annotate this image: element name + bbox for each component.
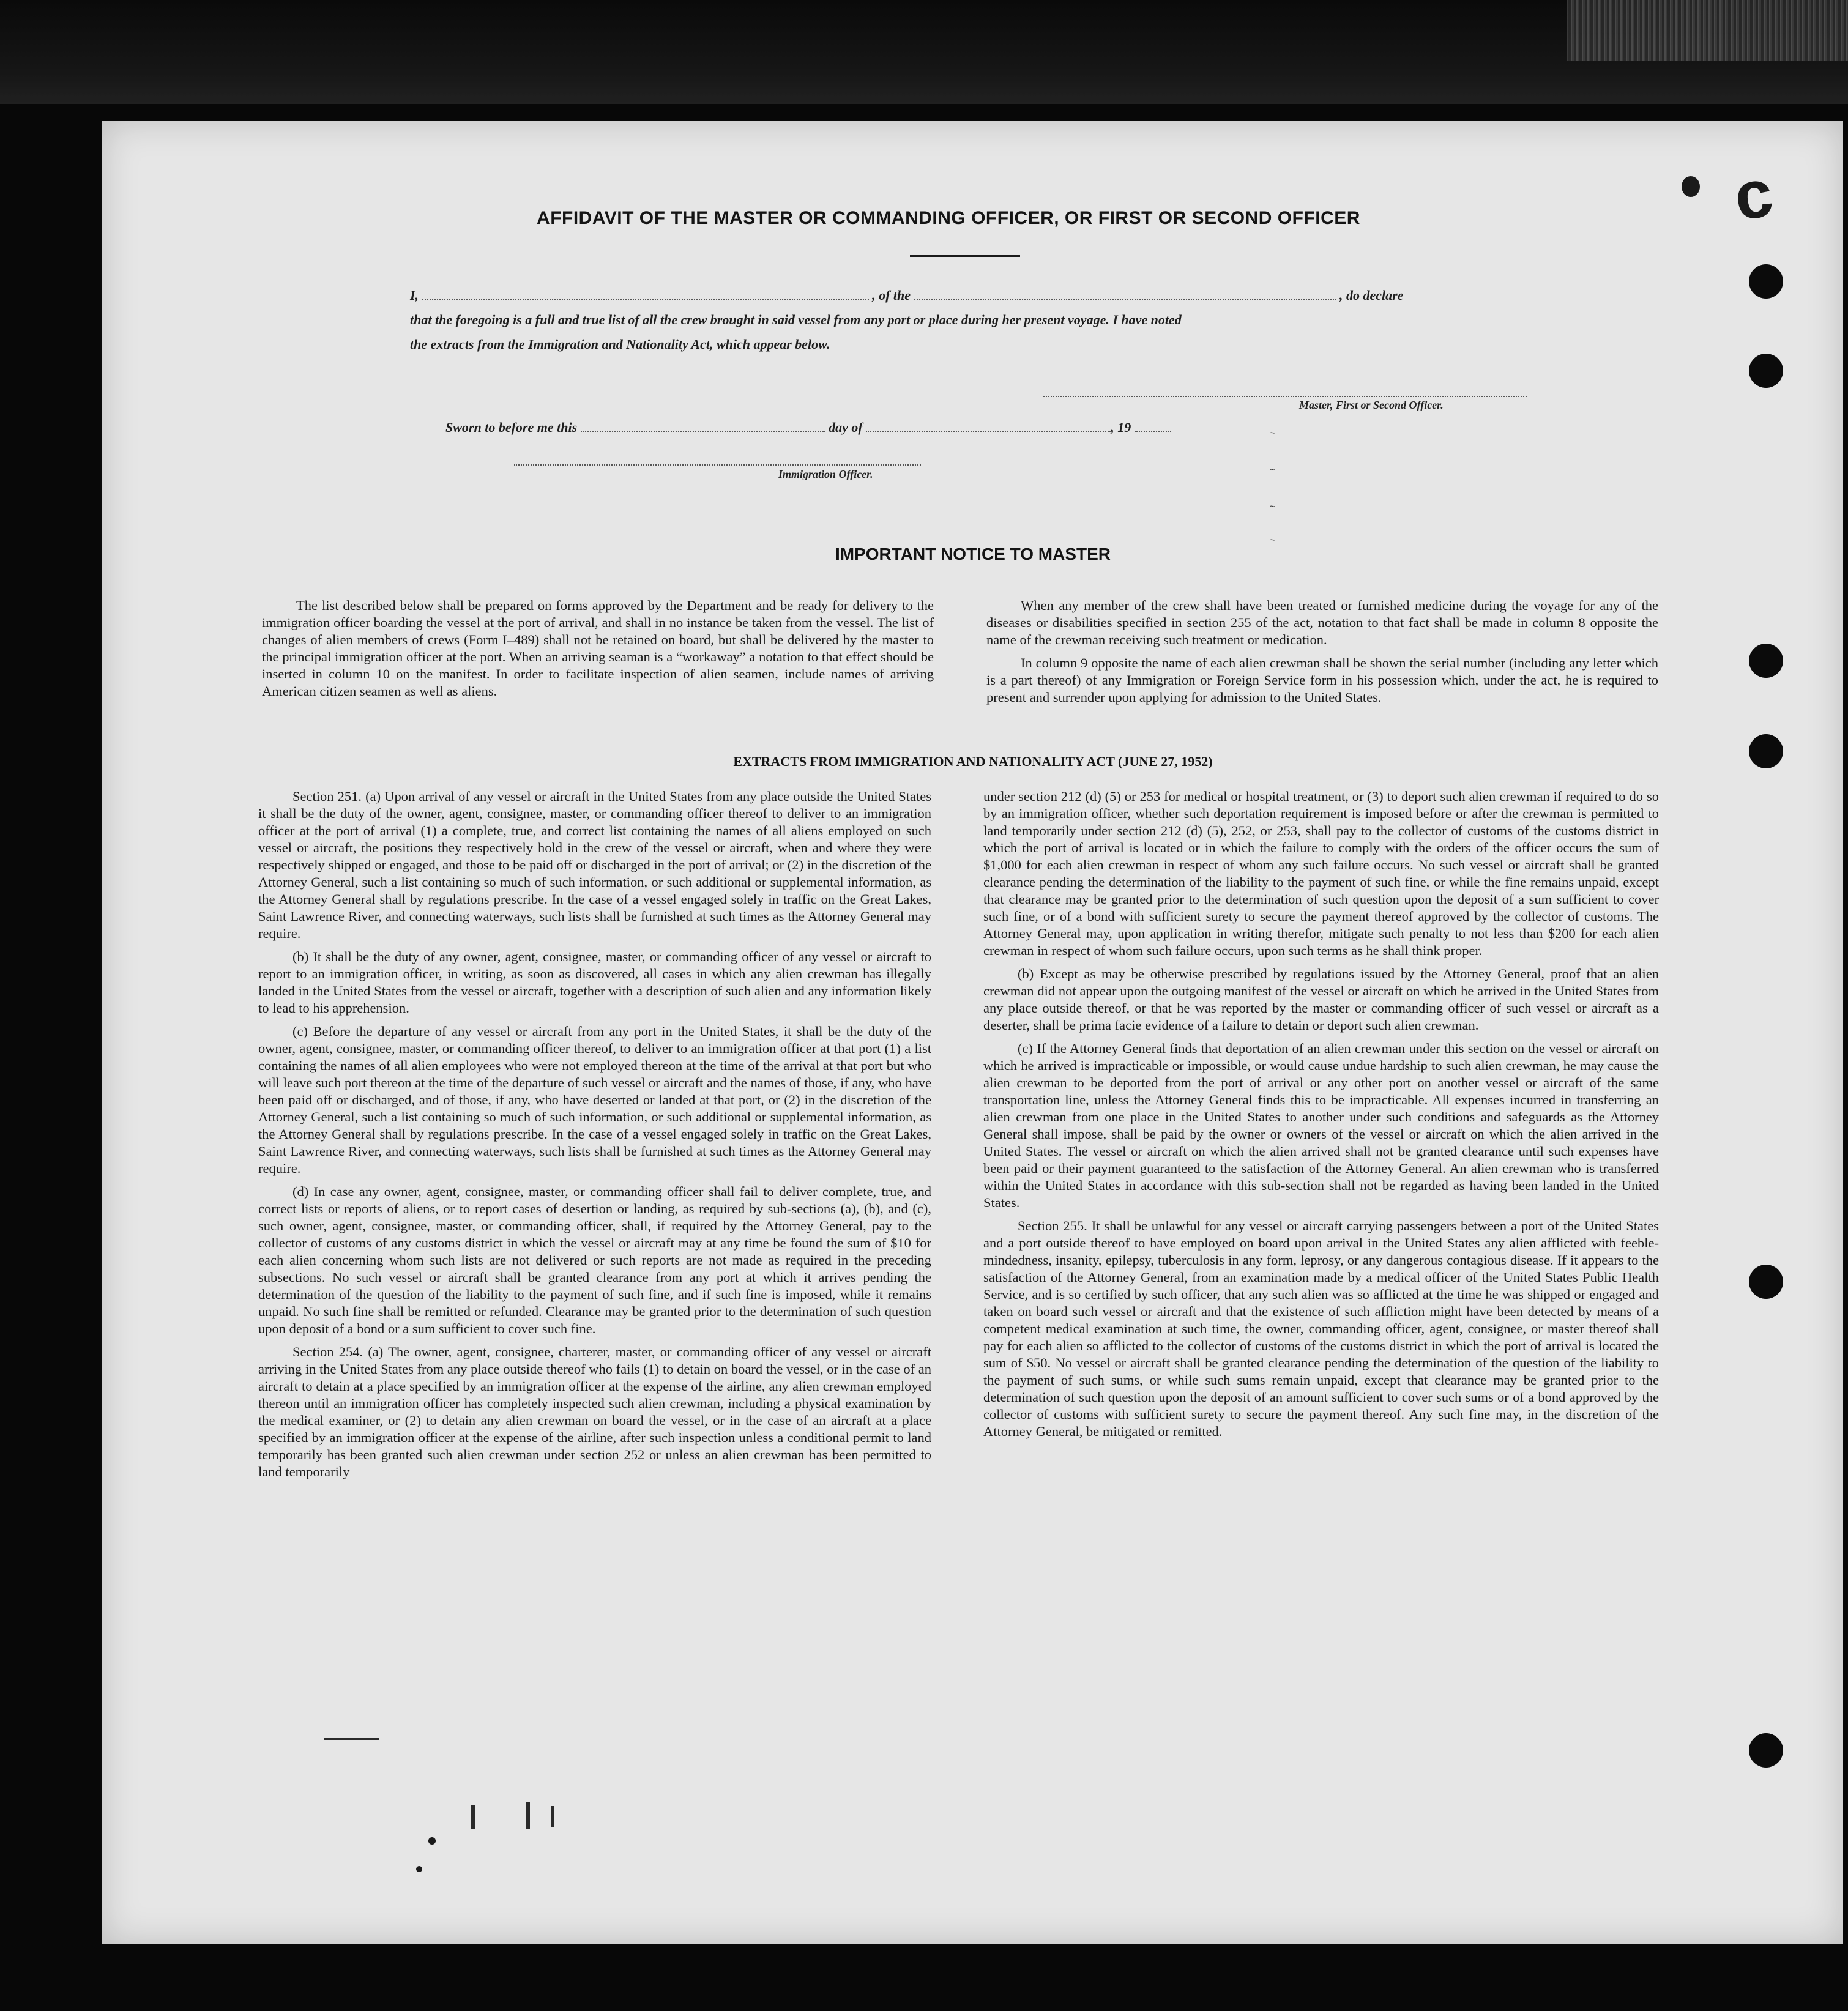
declaration-line: the extracts from the Immigration and Nationality Act, which appear below.	[410, 336, 830, 352]
sworn-day-blank[interactable]	[581, 422, 825, 432]
margin-mark: ~	[1270, 535, 1276, 546]
notice-paragraph: The list described below shall be prepared on forms approved by the Department and be ready for delivery to the immigration officer boarding the vessel at the port of arrival, and shall in no instance be taken from the vessel. The list of changes of alien members of crews (Form I–489) shall not be retained on board, but shall be delivered by the master to the principal immigration officer at the port. When an arriving seaman is a “workaway” a notation to that effect should be inserted in column 10 on the manifest. In order to facilitate inspection of alien seamen, include names of arriving American citizen seamen as well as aliens.	[262, 598, 934, 699]
notice-paragraph: When any member of the crew shall have been treated or furnished medicine during the voyage for any of the diseases or disabilities specified in section 255 of the act, notation to that fact shall be made in column 8 opposite the name of the crewman receiving such treatment or medication.	[986, 598, 1658, 647]
handwritten-mark: c	[1729, 155, 1778, 235]
year-label: , 19	[1111, 420, 1131, 435]
punch-hole	[1749, 734, 1783, 768]
notice-paragraph: In column 9 opposite the name of each alien crewman shall be shown the serial number (including any letter which is a part thereof) of any Immigration or Foreign Service form in his possession which, under the act, he is required to present and surrender upon applying for admission to the United States.	[986, 655, 1658, 705]
immigration-officer-label: Immigration Officer.	[778, 468, 873, 480]
punch-hole	[1749, 354, 1783, 388]
statute-paragraph: (d) In case any owner, agent, consignee, master, or commanding officer shall fail to deliver complete, true, and correct lists or reports of aliens, or to report cases of desertion or landing, as required by sub-sections (a), (b), and (c), such owner, agent, consignee, master, or commanding officer, shall, if required by the Attorney General, pay to the collector of customs of any customs district in which the vessel or aircraft may at any time be found the sum of $10 for each alien concerning whom such lists are not delivered or such reports are not made as required in the preceding subsections. No such vessel or aircraft shall be granted clearance from any port at which it arrives pending the determination of the question of the liability to the payment of such fine, and if such fine is imposed, while it remains unpaid. No such fine shall be remitted or refunded. Clearance may be granted prior to the determination of such question upon deposit of a bond or a sum sufficient to cover such fine.	[258, 1184, 931, 1336]
day-of-label: day of	[829, 420, 863, 435]
statute-paragraph: Section 251. (a) Upon arrival of any vessel or aircraft in the United States from any place outside the United States it shall be the duty of the owner, agent, consignee, master, or commanding officer thereof to deliver to an immigration officer at the port of arrival (1) a complete, true, and correct list containing the names of all aliens employed on such vessel or aircraft, the positions they respectively hold in the crew of the vessel or aircraft, when and where they were respectively shipped or engaged, and those to be paid off or discharged in the port of arrival; or (2) in the discretion of the Attorney General, such a list containing so much of such information, or such additional or supplemental information, as the Attorney General shall by regulations prescribe. In the case of a vessel engaged solely in traffic on the Great Lakes, Saint Lawrence River, and connecting waterways, such lists shall be furnished at such times as the Attorney General may require.	[258, 789, 931, 941]
punch-hole	[1749, 1733, 1783, 1768]
title-rule	[910, 255, 1020, 257]
punch-hole	[1749, 644, 1783, 678]
ink-scrawl	[551, 1806, 554, 1827]
margin-mark: ~	[1270, 465, 1276, 475]
sworn-label: Sworn to before me this	[445, 420, 578, 435]
i-label: I,	[410, 288, 419, 303]
ink-scrawl	[526, 1802, 530, 1829]
vessel-blank[interactable]	[914, 290, 1336, 300]
ink-blot	[1682, 176, 1700, 197]
master-signature-label: Master, First or Second Officer.	[1299, 399, 1444, 411]
sworn-year-blank[interactable]	[1135, 422, 1171, 432]
declaration-line: that the foregoing is a full and true list of all the crew brought in said vessel from any port or place during her present voyage. I have noted	[410, 312, 1182, 327]
immigration-officer-signature-line[interactable]	[514, 463, 921, 466]
of-the-label: , of the	[872, 288, 911, 303]
declaration-fill-row	[410, 281, 1524, 310]
statute-paragraph: (c) If the Attorney General finds that deportation of an alien crewman under this section on the vessel or aircraft on which he arrived is impracticable or impossible, or would cause undue hardship to such alien crewman, he may cause the alien crewman to be deported from the port of arrival or any other port on another vessel or aircraft of the same transportation line, unless the Attorney General finds this to be impracticable. All expenses incurred in transferring an alien crewman from one place in the United States to another under such conditions and safeguards as the Attorney General shall impose, shall be paid by the owner or owners of the vessel or aircraft on which the alien arrived in the United States. The vessel or aircraft on which the alien arrived shall not be granted clearance until such expenses have been paid or their payment guaranteed to the satisfaction of the Attorney General. An alien crewman who is transferred within the United States in accordance with this sub-section shall not be regarded as having been landed in the United States.	[983, 1041, 1659, 1210]
punch-hole	[1749, 264, 1783, 299]
statute-paragraph: under section 212 (d) (5) or 253 for medical or hospital treatment, or (3) to deport such alien crewman if required to do so by an immigration officer, whether such deportation requirement is imposed before or after the crewman is permitted to land temporarily under section 212 (d) (5), 252, or 253, shall pay to the collector of customs of the customs district in which the port of arrival is located or in which the failure to comply with the orders of the officer occurs the sum of $1,000 for each alien crewman in respect of whom any such failure occurs. No such vessel or aircraft shall be granted clearance pending the determination of the liability to the payment of such fine, or while the fine remains unpaid, except that clearance may be granted prior to the determination of such question upon the deposit of a sum sufficient to cover such fine, or of a bond with sufficient surety to secure the payment thereof approved by the collector of customs. The Attorney General may, upon application in writing therefor, mitigate such penalty to not less than $200 for each alien crewman in respect of whom such failure occurs, upon such terms as he shall think proper.	[983, 789, 1659, 958]
statute-paragraph: (b) Except as may be otherwise prescribed by regulations issued by the Attorney General, proof that an alien crewman did not appear upon the outgoing manifest of the vessel or aircraft on which he arrived in the United States from any place outside thereof, or that he was reported by the master or commanding officer of such vessel or aircraft as a deserter, shall be prima facie evidence of a failure to detain or deport such alien crewman.	[983, 966, 1659, 1033]
notice-right-column	[986, 597, 1658, 712]
ink-scrawl	[324, 1738, 379, 1740]
scan-artifact	[1567, 0, 1848, 61]
statute-paragraph: Section 255. It shall be unlawful for any vessel or aircraft carrying passengers between a port of the United States and a port outside thereof to have employed on board upon arrival in the United States any alien afflicted with feeble-mindedness, insanity, epilepsy, tuberculosis in any form, leprosy, or any dangerous contagious disease. If it appears to the satisfaction of the Attorney General, from an examination made by a medical officer of the United States Public Health Service, and is so certified by such officer, that any such alien was so afflicted at the time he was shipped or engaged and taken on board such vessel or aircraft and that the existence of such affliction might have been detected by means of a competent medical examination at such time, the owner, commanding officer, agent, consignee, or master thereof shall pay for each alien so afflicted to the collector of customs of the customs district in which the port of arrival is located the sum of $50. No vessel or aircraft shall be granted clearance pending the determination of the question of the liability to the payment of such sums, or while such sums remain unpaid, except that clearance may be granted prior to the determination of such question upon the deposit of an amount sufficient to cover such sums or of a bond approved by the collector of customs with sufficient surety to secure the payment thereof. Any such fine may, in the discretion of the Attorney General, be mitigated or remitted.	[983, 1218, 1659, 1439]
sworn-month-blank[interactable]	[866, 422, 1111, 432]
extracts-right-column	[983, 788, 1659, 1446]
punch-hole	[1749, 1265, 1783, 1299]
ink-blot	[428, 1837, 436, 1845]
statute-paragraph: (c) Before the departure of any vessel or aircraft from any port in the United States, it shall be the duty of the owner, agent, consignee, master, or commanding officer thereof, to deliver to an immigration officer at that port (1) a list containing the names of all alien employees who were not employed thereon at the time of the arrival at that port but who will leave such port thereon at the time of the departure of such vessel or aircraft and the names of those, if any, who have been paid off or discharged, and of those, if any, who have deserted or landed at that port, or (2) in the discretion of the Attorney General, such a list containing so much of such information, or such additional or supplemental information, as the Attorney General shall by regulations prescribe. In the case of a vessel engaged solely in traffic on the Great Lakes, Saint Lawrence River, and connecting waterways, such lists shall be furnished at such times as the Attorney General may require.	[258, 1024, 931, 1176]
notice-left-column	[262, 597, 934, 706]
margin-mark: ~	[1270, 428, 1276, 439]
name-blank[interactable]	[422, 290, 869, 300]
master-signature-line[interactable]	[1043, 395, 1527, 397]
extracts-left-column	[258, 788, 931, 1487]
affidavit-title: AFFIDAVIT OF THE MASTER OR COMMANDING OFFICER, OR FIRST OR SECOND OFFICER	[537, 208, 1360, 228]
declaration-text	[410, 308, 1524, 357]
ink-scrawl	[471, 1805, 475, 1829]
ink-blot	[416, 1866, 422, 1872]
statute-paragraph: (b) It shall be the duty of any owner, agent, consignee, master, or commanding officer of any vessel or aircraft to report to an immigration officer, in writing, as soon as discovered, all cases in which any alien crewman has illegally landed in the United States from the vessel or aircraft, together with a description of such alien and any information likely to lead to his apprehension.	[258, 949, 931, 1016]
do-declare-label: , do declare	[1339, 288, 1404, 303]
notice-title: IMPORTANT NOTICE TO MASTER	[835, 545, 1111, 563]
statute-paragraph: Section 254. (a) The owner, agent, consignee, charterer, master, or commanding officer of any vessel or aircraft arriving in the United States from any place outside thereof who fails (1) to detain on board the vessel, or in the case of an aircraft to detain at a place specified by an immigration officer at the expense of the airline, any alien crewman employed thereon until an immigration officer has completely inspected such alien crewman, including a physical examination by the medical examiner, or (2) to detain any alien crewman on board the vessel, or in the case of an aircraft at a place specified by an immigration officer at the expense of the airline, after such inspection unless a conditional permit to land temporarily has been granted such alien crewman under section 252 or unless an alien crewman has been permitted to land temporarily	[258, 1344, 931, 1479]
margin-mark: ~	[1270, 502, 1276, 512]
sworn-row	[445, 414, 1302, 442]
extracts-title: EXTRACTS FROM IMMIGRATION AND NATIONALITY ACT (JUNE 27, 1952)	[733, 754, 1213, 769]
